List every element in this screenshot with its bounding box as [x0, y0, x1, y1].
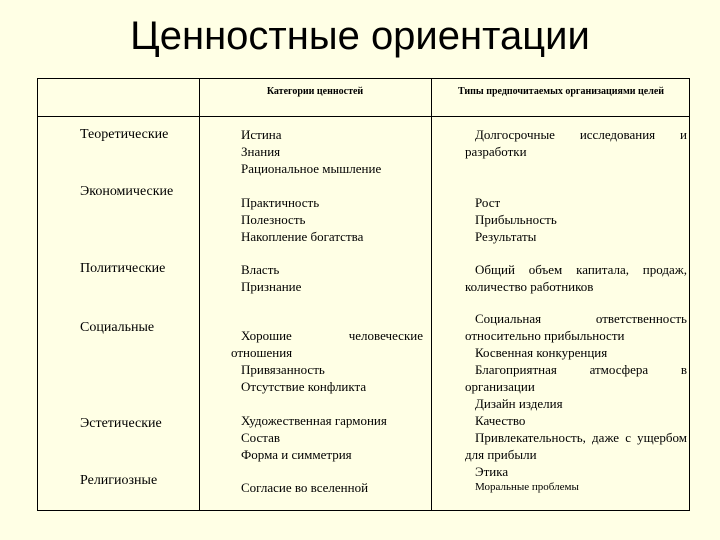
goal-item: Качество: [475, 413, 526, 428]
category-political: Политические: [80, 261, 166, 276]
category-theoretical: Теоретические: [80, 127, 169, 142]
goal-item: Дизайн изделия: [475, 396, 563, 411]
value-item: Истина: [241, 127, 282, 142]
goal-item: Прибыльность: [475, 212, 557, 227]
value-item: Полезность: [241, 212, 306, 227]
goal-item: Рост: [475, 195, 501, 210]
goal-item: Моральные проблемы: [475, 481, 579, 493]
value-item: Художественная гармония: [241, 413, 387, 428]
goal-item: Результаты: [475, 229, 537, 244]
value-item: Хорошие человеческие отношения: [231, 328, 423, 360]
column-divider: [431, 79, 432, 510]
category-economic: Экономические: [80, 184, 174, 199]
category-social: Социальные: [80, 320, 155, 335]
value-item: Власть: [241, 262, 280, 277]
page-title: Ценностные ориентации: [130, 14, 590, 58]
value-item: Отсутствие конфликта: [241, 379, 367, 394]
goal-item: Общий объем капитала, продаж, количество работников: [465, 262, 687, 294]
header-value-categories: Категории ценностей: [266, 86, 364, 97]
category-religious: Религиозные: [80, 473, 158, 488]
value-item: Согласие во вселенной: [241, 480, 369, 495]
header-divider: [38, 116, 689, 117]
goal-item: Привлекательность, даже с ущербом для прибыли: [465, 430, 687, 462]
values-table: [37, 78, 690, 511]
value-item: Состав: [241, 430, 281, 445]
header-goal-types: Типы предпочитаемых организациями целей: [457, 86, 665, 97]
goal-item: Долгосрочные исследования и разработки: [465, 127, 687, 159]
value-item: Форма и симметрия: [241, 447, 352, 462]
value-item: Рациональное мышление: [241, 161, 382, 176]
column-divider: [199, 79, 200, 510]
goal-item: Этика: [475, 464, 509, 479]
goal-item: Косвенная конкуренция: [475, 345, 608, 360]
goal-item: Социальная ответственность относительно прибыльности: [465, 311, 687, 343]
value-item: Накопление богатства: [241, 229, 364, 244]
value-item: Признание: [241, 279, 302, 294]
value-item: Практичность: [241, 195, 320, 210]
category-aesthetic: Эстетические: [80, 416, 162, 431]
goal-item: Благоприятная атмосфера в организации: [465, 362, 687, 394]
value-item: Привязанность: [241, 362, 325, 377]
value-item: Знания: [241, 144, 281, 159]
